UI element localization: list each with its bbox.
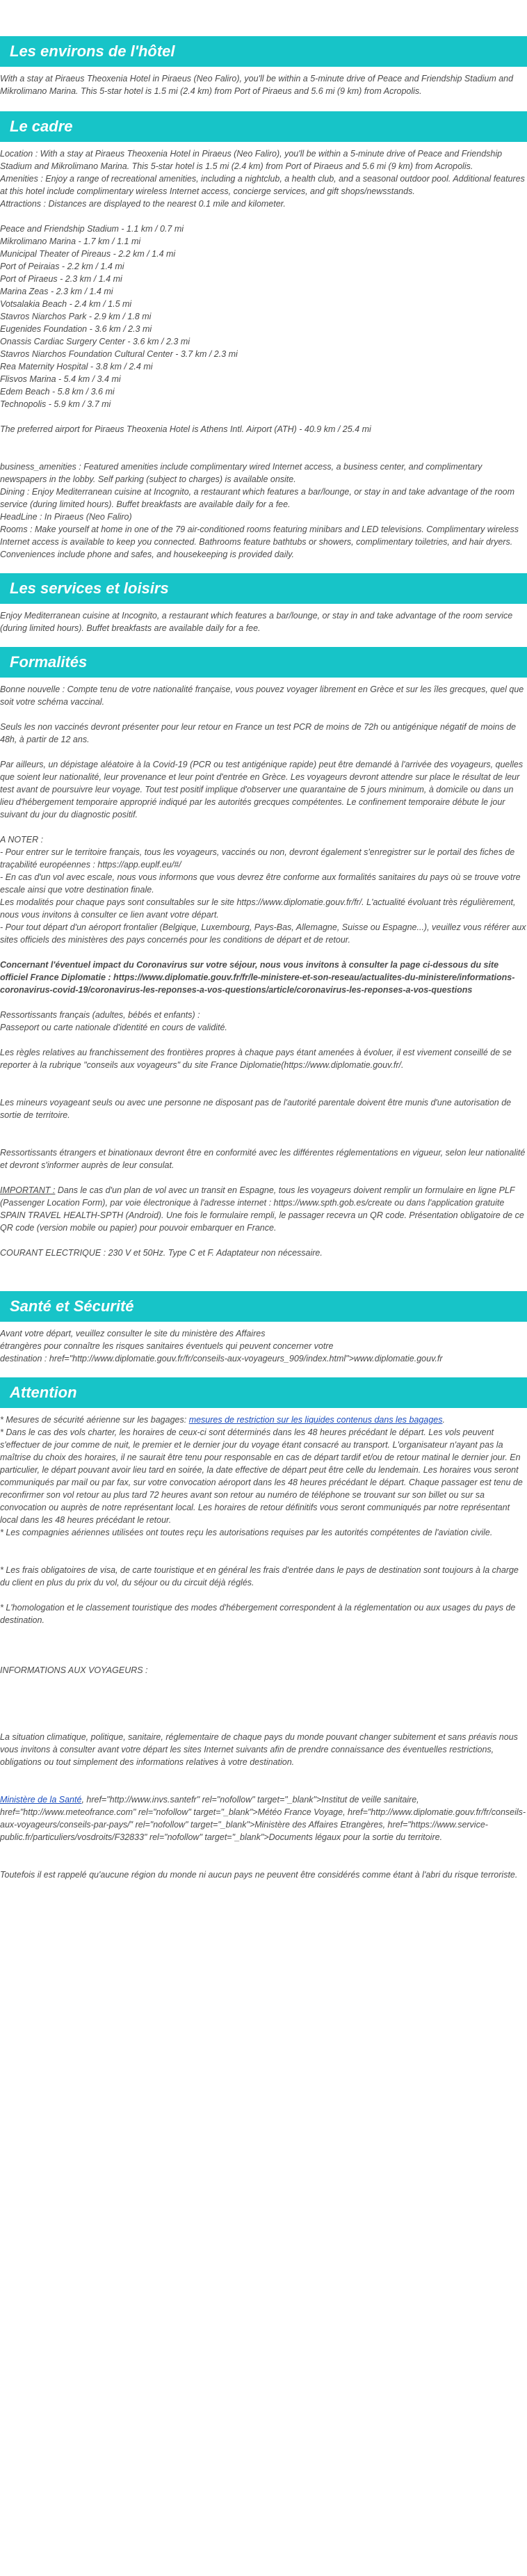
sante-line: destination : href="http://www.diplomatie.gouv.fr/fr/conseils-aux-voyageurs_909/index.html">www.diplomatie.gouv.fr (0, 1354, 443, 1363)
spacer (0, 1084, 527, 1096)
distance-item: Flisvos Marina - 5.4 km / 3.4 mi (0, 374, 121, 384)
distance-item: Mikrolimano Marina - 1.7 km / 1.1 mi (0, 237, 141, 246)
cadre-attractions: Attractions : Distances are displayed to the nearest 0.1 mile and kilometer. (0, 199, 286, 209)
cadre-dining: Dining : Enjoy Mediterranean cuisine at Incognito, a restaurant which features a bar/lounge, or stay in and take advantage of the room service (during limited hours). Buffet breakfasts are available daily for a fee. (0, 487, 515, 509)
mesures-prefix: * Mesures de sécurité aérienne sur les bagages: (0, 1415, 189, 1425)
spacer (0, 1781, 527, 1793)
cadre-amenities: Amenities : Enjoy a range of recreational amenities, including a nightclub, a health club, and a seasonal outdoor pool. Additional features at this hotel include complimentary wireless Internet access, concierge services, and gift shops/newsstands. (0, 174, 525, 196)
section-attention (0, 1377, 527, 1881)
anoter-line: Les modalités pour chaque pays sont consultables sur le site https://www.diplomatie.gouv.fr/fr/. L'actualité évoluant très régulièrement, nous vous invitons à consulter ce lien avant votre départ. (0, 897, 516, 920)
mesures-suffix: . (442, 1415, 445, 1425)
anoter-line: - Pour entrer sur le territoire français, tous les voyageurs, vaccinés ou non, devront également s'enregistrer sur le portail des fiches de traçabilité européennes : https://app.euplf.eu/#/ (0, 847, 515, 870)
ressortissants-text: Passeport ou carte nationale d'identité en cours de validité. (0, 1023, 227, 1032)
section-cadre (0, 111, 527, 561)
cadre-business: business_amenities : Featured amenities include complimentary wired Internet access, a business center, and complimentary newspapers in the lobby. Self parking (subject to charges) is available onsite. (0, 462, 483, 484)
section-formalites (0, 647, 527, 1291)
etrangers-text: Ressortissants étrangers et binationaux devront être en conformité avec les différentes réglementations en vigueur, selon leur nationalité et devront s'informer auprès de leur consulat. (0, 1148, 526, 1170)
spacer (0, 1639, 527, 1664)
sante-line: Avant votre départ, veuillez consulter le site du ministère des Affaires (0, 1329, 266, 1338)
important-body: Dans le cas d'un plan de vol avec un transit en Espagne, tous les voyageurs doivent remplir un formulaire en ligne PLF (Passenger Location Form), par voie électronique à l'adresse internet : https://www.spth.gob.es/create ou dans l'application gratuite SPAIN TRAVEL HEALTH-SPTH (Android). Une fois le formulaire rempli, le passager recevra un QR code. Présentation obligatoire de ce QR code (version mobile ou papier) pour pouvoir embarquer en France. (0, 1185, 524, 1233)
cadre-details (0, 461, 527, 561)
spacer (0, 1856, 527, 1869)
ministere-text (0, 1793, 527, 1843)
distance-item: Technopolis - 5.9 km / 3.7 mi (0, 399, 111, 409)
spacer (0, 448, 527, 461)
distance-item: Marina Zeas - 2.3 km / 1.4 mi (0, 287, 113, 296)
compagnies-text: * Les compagnies aériennes utilisées ont toutes reçu les autorisations requises par les autorités compétentes de l'aviation civile. (0, 1528, 493, 1537)
section-title-sante: Santé et Sécurité (0, 1291, 527, 1322)
spacer (0, 1551, 527, 1564)
cadre-location: Location : With a stay at Piraeus Theoxenia Hotel in Piraeus (Neo Faliro), you'll be within a 5-minute drive of Peace and Friendship Stadium and Mikrolimano Marina. This 5-star hotel is 1.5 mi (2.4 km) from Port of Piraeus and 5.6 mi (9 km) from Acropolis. (0, 149, 503, 171)
cadre-rooms: Rooms : Make yourself at home in one of the 79 air-conditioned rooms featuring minibars and LED televisions. Complimentary wireless Internet access is available to keep you connected. Bathrooms feature bathtubs or showers, complimentary toiletries, and hair dryers. Conveniences include phone and safes, and housekeeping is provided daily. (0, 525, 519, 559)
distance-item: Stavros Niarchos Foundation Cultural Center - 3.7 km / 2.3 mi (0, 349, 238, 359)
mesures-line (0, 1414, 527, 1426)
spacer (0, 1134, 527, 1146)
section-services (0, 573, 527, 634)
section-title-environs: Les environs de l'hôtel (0, 36, 527, 67)
courant-text: COURANT ELECTRIQUE : 230 V et 50Hz. Type C et F. Adaptateur non nécessaire. (0, 1248, 323, 1258)
section-title-formalites: Formalités (0, 647, 527, 678)
cadre-intro (0, 147, 527, 210)
formalites-p3: Par ailleurs, un dépistage aléatoire à la Covid-19 (PCR ou test antigénique rapide) peut être demandé à l'arrivée des voyageurs, quelles que soient leur nationalité, leur provenance et leur point d'entrée en Grèce. Les voyageurs devront attendre sur place le résultat de leur test avant de poursuivre leur voyage. Tout test positif implique d'observer une quarantaine de 5 jours minimum, à domicile ou dans un lieu d'hébergement temporaire approprié indiqué par les autorités grecques compétentes. Le confinement temporaire débute le jour suivant du jour du diagnostic positif. (0, 760, 524, 819)
distance-item: Onassis Cardiac Surgery Center - 3.6 km / 2.3 mi (0, 337, 190, 346)
anoter-block (0, 833, 527, 946)
sante-text (0, 1327, 527, 1365)
environs-text: With a stay at Piraeus Theoxenia Hotel in Piraeus (Neo Faliro), you'll be within a 5-minute drive of Peace and Friendship Stadium and Mikrolimano Marina. This 5-star hotel is 1.5 mi (2.4 km) from Port of Piraeus and 5.6 mi (9 km) from Acropolis. (0, 74, 514, 96)
regles-text: Les règles relatives au franchissement des frontières propres à chaque pays étant amenées à évoluer, il est vivement conseillé de se reporter à la rubrique "conseils aux voyageurs" du site France Diplomatie(https://www.diplomatie.gouv.fr/. (0, 1048, 512, 1070)
section-title-services: Les services et loisirs (0, 573, 527, 604)
situation-text: La situation climatique, politique, sanitaire, réglementaire de chaque pays du monde pouvant changer subitement et sans préavis nous vous invitons à consulter avant votre départ les sites Internet suivants afin de prendre connaissance des éventuelles restrictions, obligations ou tout simplement des informations relatives à votre destination. (0, 1732, 518, 1767)
distance-item: Stavros Niarchos Park - 2.9 km / 1.8 mi (0, 312, 152, 321)
sante-line: étrangères pour connaître les risques sanitaires éventuels qui peuvent concerner votre (0, 1341, 334, 1351)
spacer (0, 1689, 527, 1731)
ministere-sante-link[interactable]: Ministère de la Santé (0, 1795, 82, 1805)
anoter-line: - En cas d'un vol avec escale, nous vous informons que vous devrez être conforme aux formalités sanitaires du pays où se trouve votre escale ainsi que votre destination finale. (0, 872, 521, 895)
attention-main (0, 1414, 527, 1539)
section-sante (0, 1291, 527, 1365)
anoter-title: A NOTER : (0, 835, 44, 845)
distance-item: Eugenides Foundation - 3.6 km / 2.3 mi (0, 324, 152, 334)
distance-item: Peace and Friendship Stadium - 1.1 km / 0.7 mi (0, 224, 184, 234)
distance-item: Port of Peiraias - 2.2 km / 1.4 mi (0, 262, 124, 271)
ministere-rest: , href="http://www.invs.santefr" rel="nofollow" target="_blank">Institut de veille sanitaire, href="http://www.meteofrance.com" rel="nofollow" target="_blank">Météo France Voyage, href="http://www.diplomatie.gouv.fr/fr/conseils-aux-voyageurs/conseils-par-pays/" rel="nofollow" target="_blank">Ministère des Affaires Etrangères, href="https://www.service-public.fr/particuliers/vosdroits/F32833" rel="nofollow" target="_blank">Documents légaux pour la sortie du territoire. (0, 1795, 526, 1842)
ressortissants-block (0, 1009, 527, 1034)
mesures-link[interactable]: mesures de restriction sur les liquides contenus dans les bagages (188, 1415, 443, 1425)
distance-item: Municipal Theater of Pireaus - 2.2 km / 1.4 mi (0, 249, 176, 259)
mineurs-text: Les mineurs voyageant seuls ou avec une personne ne disposant pas de l'autorité parentale doivent être munis d'une autorisation de sortie de territoire. (0, 1098, 512, 1120)
services-text: Enjoy Mediterranean cuisine at Incognito, a restaurant which features a bar/lounge, or stay in and take advantage of the room service (during limited hours). Buffet breakfasts are available daily for a fee. (0, 611, 513, 633)
distance-item: Rea Maternity Hospital - 3.8 km / 2.4 mi (0, 362, 153, 371)
infos-title: INFORMATIONS AUX VOYAGEURS : (0, 1665, 148, 1675)
formalites-p1: Bonne nouvelle : Compte tenu de votre nationalité française, vous pouvez voyager librement en Grèce et sur les îles grecques, quel que soit votre schéma vaccinal. (0, 685, 524, 707)
coronavirus-notice: Concernant l'éventuel impact du Coronavirus sur votre séjour, nous vous invitons à consulter la page ci-dessous du site officiel France Diplomatie : https://www.diplomatie.gouv.fr/fr/le-ministere-et-son-reseau/actualites-du-ministere/informations-coronavirus-covid-19/coronavirus-les-reponses-a-vos-questions/article/coronavirus-les-reponses-a-vos-questions (0, 960, 515, 995)
distance-item: Edem Beach - 5.8 km / 3.6 mi (0, 387, 115, 397)
distance-item: Votsalakia Beach - 2.4 km / 1.5 mi (0, 299, 132, 309)
dates-text: * Dans le cas des vols charter, les horaires de ceux-ci sont déterminés dans les 48 heures précédant le départ. Les vols peuvent s'effectuer de jour comme de nuit, le premier et le dernier jour du voyage étant consacré au transport. L'organisateur n'ayant pas la maîtrise du choix des horaires, il ne saurait être tenu pour responsable en cas de départ tardif et/ou de retour matinal le dernier jour. En particulier, le départ pouvant avoir lieu tard en soirée, la date effective de départ peut être celle du lendemain. Les horaires vous seront communiqués par mail ou par fax, sur votre convocation aéroport dans les 48 heures précédant le départ. Chaque passager est tenu de reconfirmer son vol retour au plus tard 72 heures avant son retour au numéro de téléphone se trouvant sur son billet ou sur sa convocation ou auprès de notre représentant local. Les horaires de retour définitifs vous seront communiqués par notre représentant local dans les 48 heures précédant le retour. (0, 1427, 523, 1525)
frais-text: * Les frais obligatoires de visa, de carte touristique et en général les frais d'entrée dans le pays de destination sont toujours à la charge du client en plus du prix du vol, du séjour ou du circuit déjà réglés. (0, 1565, 519, 1587)
important-text (0, 1184, 527, 1234)
anoter-line: - Pour tout départ d'un aéroport frontalier (Belgique, Luxembourg, Pays-Bas, Allemagne, Suisse ou Espagne...), veuillez vous référer aux sites officiels des ministères des pays concernés pour les conditions de départ et de retour. (0, 922, 526, 945)
toutefois-text: Toutefois il est rappelé qu'aucune région du monde ni aucun pays ne peuvent être considérés comme étant à l'abri du risque terroriste. (0, 1870, 518, 1880)
formalites-p2: Seuls les non vaccinés devront présenter pour leur retour en France un test PCR de moins de 72h ou antigénique négatif de moins de 48h, à partir de 12 ans. (0, 722, 517, 744)
distance-list (0, 223, 527, 410)
cadre-headline: HeadLine : In Piraeus (Neo Faliro) (0, 512, 132, 522)
section-title-attention: Attention (0, 1377, 527, 1408)
cadre-airport: The preferred airport for Piraeus Theoxenia Hotel is Athens Intl. Airport (ATH) - 40.9 km / 25.4 mi (0, 424, 371, 434)
important-label: IMPORTANT : (0, 1185, 56, 1195)
section-title-cadre: Le cadre (0, 111, 527, 142)
section-environs (0, 36, 527, 97)
ressortissants-title: Ressortissants français (adultes, bébés et enfants) : (0, 1010, 200, 1020)
spacer (0, 1272, 527, 1291)
homologation-text: * L'homologation et le classement touristique des modes d'hébergement correspondent à la réglementation ou aux usages du pays de destination. (0, 1603, 516, 1625)
distance-item: Port of Piraeus - 2.3 km / 1.4 mi (0, 274, 122, 284)
